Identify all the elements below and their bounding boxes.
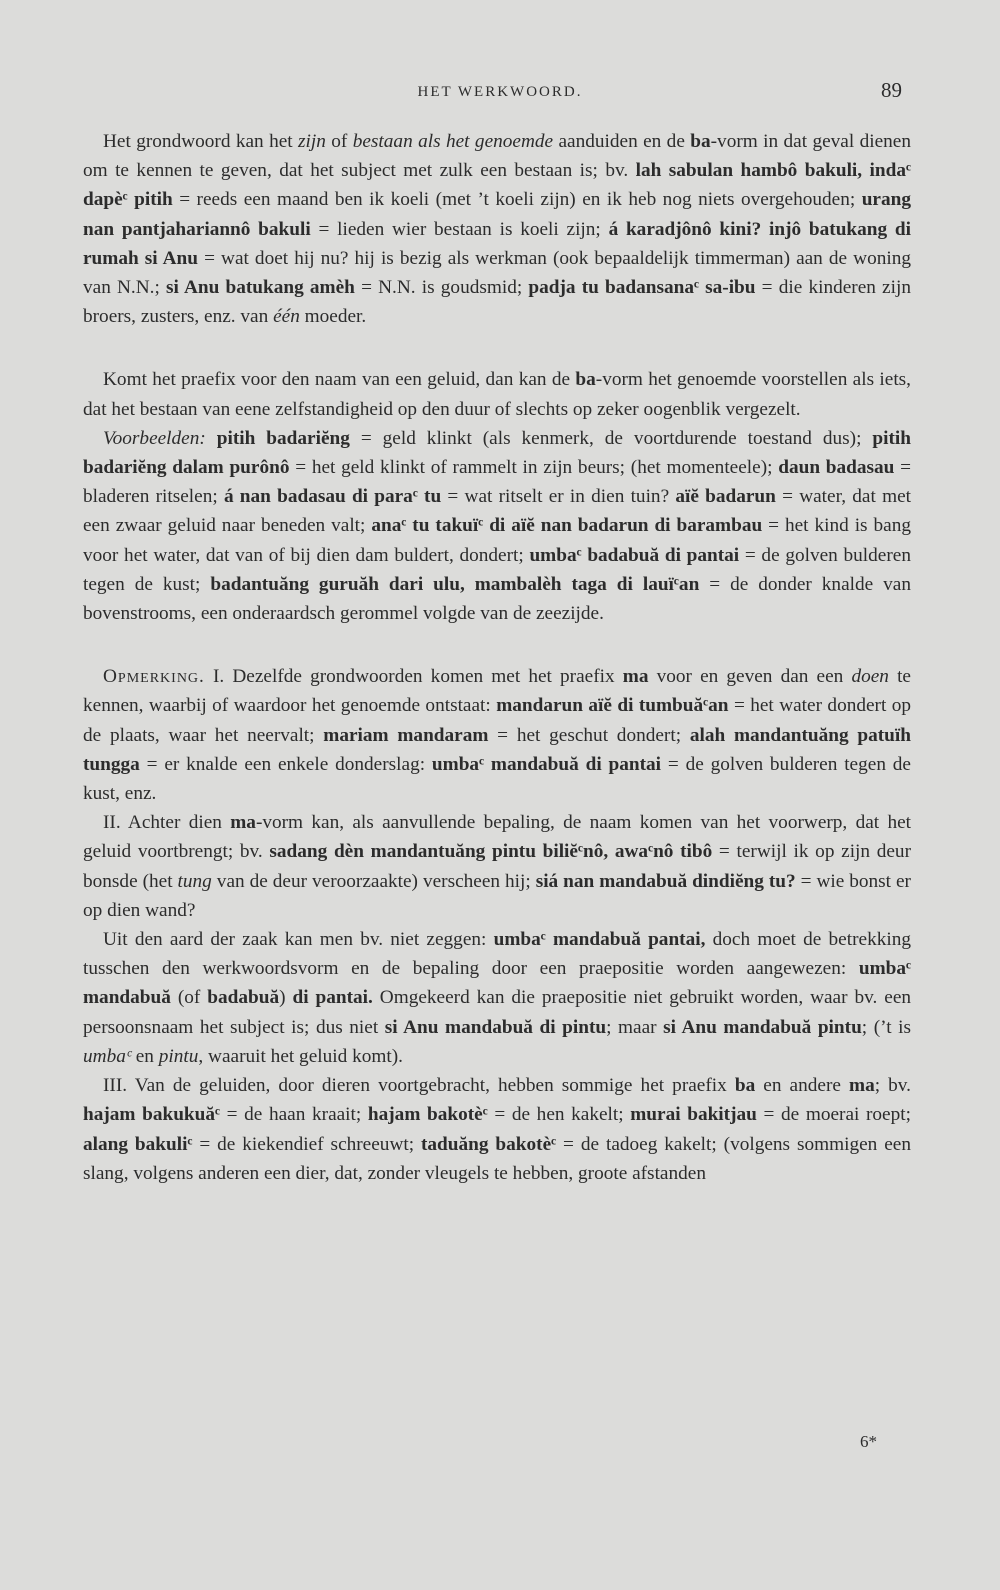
italic-text: bestaan als het genoemde: [352, 131, 554, 152]
page-number: 89: [881, 78, 902, 102]
text-run: = reeds een maand ben ik koeli (met ’t koeli zijn) en ik heb nog niets overgehouden;: [172, 189, 862, 211]
paragraph: [83, 808, 911, 925]
malay-term: ᶜ: [693, 277, 699, 299]
malay-term: aïĕ badarun: [675, 486, 776, 508]
malay-term: umba: [493, 929, 541, 951]
paragraph: [83, 365, 911, 423]
text-run: Omgekeerd kan die praepositie niet gebruikt worden, waar bv. een persoonsnaam het subject is; dus niet: [83, 987, 912, 1038]
text-run: = wat ritselt er in dien tuin?: [441, 486, 676, 508]
malay-term: ma: [230, 812, 256, 834]
malay-term: mandarun aïĕ di tumbuă: [496, 695, 704, 717]
malay-term: umba: [858, 958, 906, 980]
text-run: = lieden wier bestaan is koeli zijn;: [310, 218, 609, 240]
text-run: ): [279, 987, 293, 1009]
text-run: = water, dat met een zwaar geluid naar beneden valt;: [83, 486, 911, 537]
malay-term: dapè: [83, 189, 123, 211]
malay-term: ᶜ: [648, 841, 654, 863]
malay-term: siá nan mandabuă dindiĕng tu?: [535, 870, 796, 892]
malay-term: ᶜ: [540, 929, 546, 951]
text-run: = de donder knalde van bovenstrooms, een onderaardsch gerommel volgde van de zeezijde.: [83, 573, 911, 625]
text-run: ; (’t is: [861, 1016, 911, 1038]
malay-term: sa-ibu: [698, 277, 756, 299]
text-run: II. Achter dien: [103, 812, 231, 834]
text-run: ; bv.: [874, 1075, 911, 1097]
malay-term: umba: [431, 753, 480, 775]
text-run: en: [130, 1045, 159, 1067]
text-run: = het geschut dondert;: [488, 724, 690, 746]
text-run: = wat doet hij nu? hij is bezig als werkman (ook bepaaldelijk timmerman) aan de woning van N.N.;: [83, 247, 911, 299]
running-head: HET WERKWOORD.: [417, 84, 583, 100]
text-run: ; maar: [606, 1016, 664, 1038]
malay-term: umba: [529, 544, 577, 566]
malay-term: an: [678, 573, 700, 595]
malay-term: ᶜ: [576, 544, 582, 566]
text-run: -vorm kan, als aanvullende bepaling, de naam komen van het voorwerp, dat het geluid voortbrengt; bv.: [83, 812, 912, 863]
malay-term: ᶜ: [906, 958, 911, 980]
malay-term: taduăng bakotè: [421, 1133, 552, 1155]
malay-term: ba: [575, 369, 596, 391]
malay-term: injô batukang di rumah si Anu: [83, 218, 911, 269]
malay-term: ba: [734, 1075, 756, 1097]
malay-term: pitih: [127, 189, 173, 211]
malay-term: lah sabulan hambô bakuli, inda: [635, 160, 906, 182]
text-run: , waaruit het geluid komt).: [198, 1045, 403, 1067]
text-run: = wie bonst er op dien wand?: [83, 870, 911, 921]
malay-term: badantuăng guruăh dari ulu, mambalèh taga di lauï: [210, 573, 674, 595]
malay-term: mandabuă pantai,: [545, 929, 706, 951]
page-header: [0, 78, 1000, 108]
text-run: = N.N. is goudsmid;: [354, 277, 529, 299]
malay-term: daun badasau: [778, 457, 895, 479]
italic-text: doen: [851, 666, 889, 688]
text-run: = geld klinkt (als kenmerk, de voortdurende toestand dus);: [349, 427, 873, 449]
malay-term: ᶜ: [703, 695, 709, 717]
malay-term: sadang dèn mandantuăng pintu biliĕ: [269, 841, 578, 863]
malay-term: ᶜ: [551, 1133, 557, 1155]
italic-text: één: [273, 306, 300, 328]
text-run: of: [325, 131, 353, 152]
malay-term: si Anu mandabuă di pintu: [384, 1016, 607, 1038]
text-run: = de golven bulderen tegen de kust, enz.: [83, 753, 911, 805]
malay-term: ana: [371, 515, 402, 537]
italic-text: Voorbeelden:: [103, 427, 206, 449]
malay-term: ᶜ: [187, 1133, 193, 1155]
text-run: = de hen kakelt;: [487, 1104, 631, 1126]
text-run: = de golven bulderen tegen de kust;: [83, 544, 911, 595]
text-run: = terwijl ik op zijn deur bonsde (het: [83, 841, 911, 892]
malay-term: alang bakuli: [83, 1133, 188, 1155]
malay-term: urang nan pantjahariannô bakuli: [83, 189, 911, 240]
italic-text: umbaᶜ: [83, 1045, 131, 1067]
text-run: aanduiden en de: [553, 131, 691, 152]
malay-term: murai bakitjau: [630, 1104, 757, 1126]
text-run: Uit den aard der zaak kan men bv. niet zeggen:: [103, 929, 494, 951]
malay-term: hajam bakotè: [367, 1104, 483, 1126]
malay-term: ᶜ: [577, 841, 583, 863]
text-run: en andere: [755, 1075, 850, 1097]
text-run: te kennen, waarbij of waardoor het genoemde ontstaat:: [83, 666, 911, 717]
paragraph: [83, 424, 911, 628]
malay-term: badabuă: [207, 987, 280, 1009]
text-run: = de haan kraait;: [220, 1104, 368, 1126]
text-run: [206, 428, 217, 449]
malay-term: pitih badariĕng dalam purônô: [83, 427, 911, 479]
malay-term: ᶜ: [215, 1104, 221, 1126]
text-run: doch moet de betrekking tusschen den werkwoordsvorm en de bepaling door een praepositie worden aangewezen:: [83, 929, 911, 980]
malay-term: tu: [417, 486, 442, 508]
text-run: -vorm in dat geval dienen om te kennen te geven, dat het subject met zulk een bestaan is; bv.: [83, 131, 912, 182]
malay-term: di aïĕ nan badarun di barambau: [483, 515, 763, 537]
paragraph: [83, 925, 911, 1071]
malay-term: mandabuă di pantai: [484, 753, 662, 775]
malay-term: mariam mandaram: [323, 724, 489, 746]
malay-term: ᶜ: [478, 515, 484, 537]
text-run: = het geld klinkt of rammelt in zijn beurs; (het momenteele);: [289, 457, 779, 479]
malay-term: ᶜ: [479, 753, 485, 775]
paragraph: [83, 662, 911, 808]
text-run: = de kiekendief schreeuwt;: [192, 1133, 421, 1155]
text-run: Komt het praefix voor den naam van een geluid, dan kan de: [103, 369, 576, 391]
text-run: Het grondwoord kan het: [103, 131, 299, 152]
text-run: = het water dondert op de plaats, waar het neervalt;: [83, 695, 912, 746]
malay-term: badabuă di pantai: [581, 544, 740, 566]
text-run: [761, 219, 769, 240]
italic-text: zijn: [298, 131, 326, 152]
text-run: = het kind is bang voor het water, dat van of bij dien dam buldert, dondert;: [83, 515, 911, 566]
malay-term: ᶜ: [412, 486, 418, 508]
text-run: = er knalde een enkele donderslag:: [139, 753, 432, 775]
malay-term: ᶜ: [906, 160, 911, 182]
malay-term: á nan badasau di para: [223, 486, 413, 508]
malay-term: ba: [690, 131, 711, 152]
text-run: moeder.: [299, 306, 367, 328]
malay-term: á karadjônô kini?: [608, 218, 762, 240]
malay-term: pitih badariĕng: [216, 427, 350, 449]
italic-text: pintu: [158, 1045, 199, 1067]
malay-term: si Anu mandabuă pintu: [663, 1016, 862, 1038]
malay-term: si Anu batukang amèh: [166, 277, 355, 299]
text-run: = bladeren ritselen;: [83, 457, 911, 508]
malay-term: ᶜ: [122, 189, 128, 211]
malay-term: nô, awa: [582, 841, 649, 863]
text-run: -vorm het genoemde voorstellen als iets, dat het bestaan van eene zelfstandigheid op den duur of slechts op zeker oogenblik vergezelt.: [83, 369, 912, 420]
malay-term: ma: [849, 1075, 875, 1097]
paragraph: [83, 1071, 911, 1188]
malay-term: an: [708, 695, 729, 717]
text-run: = de moerai roept;: [756, 1104, 911, 1126]
signature-mark: 6*: [860, 1432, 877, 1451]
body-text: [83, 127, 911, 1188]
text-run: = de tadoeg kakelt; (volgens sommigen een slang, volgens anderen een dier, dat, zonder vleugels te hebben, groote afstanden: [83, 1133, 911, 1184]
malay-term: alah mandantuăng patuïh tungga: [83, 724, 911, 775]
malay-term: mandabuă: [83, 987, 171, 1009]
italic-text: tung: [177, 870, 212, 892]
text-run: voor en geven dan een: [648, 666, 852, 688]
malay-term: nô tibô: [653, 841, 713, 863]
section-label: Opmerking.: [103, 666, 205, 688]
text-run: van de deur veroorzaakte) verscheen hij;: [211, 870, 536, 892]
text-run: I. Dezelfde grondwoorden komen met het praefix: [204, 666, 623, 688]
text-run: III. Van de geluiden, door dieren voortgebracht, hebben sommige het praefix: [103, 1075, 735, 1097]
text-run: = die kinderen zijn broers, zusters, enz. van: [83, 277, 911, 328]
malay-term: ma: [622, 666, 649, 688]
malay-term: ᶜ: [401, 515, 407, 537]
malay-term: hajam bakukuă: [83, 1104, 216, 1126]
text-run: (of: [170, 987, 208, 1009]
paragraph: [83, 127, 911, 331]
malay-term: tu takuï: [406, 515, 479, 537]
malay-term: ᶜ: [482, 1104, 488, 1126]
malay-term: padja tu badansana: [528, 277, 694, 299]
malay-term: di pantai.: [292, 987, 373, 1009]
malay-term: ᶜ: [673, 573, 679, 595]
